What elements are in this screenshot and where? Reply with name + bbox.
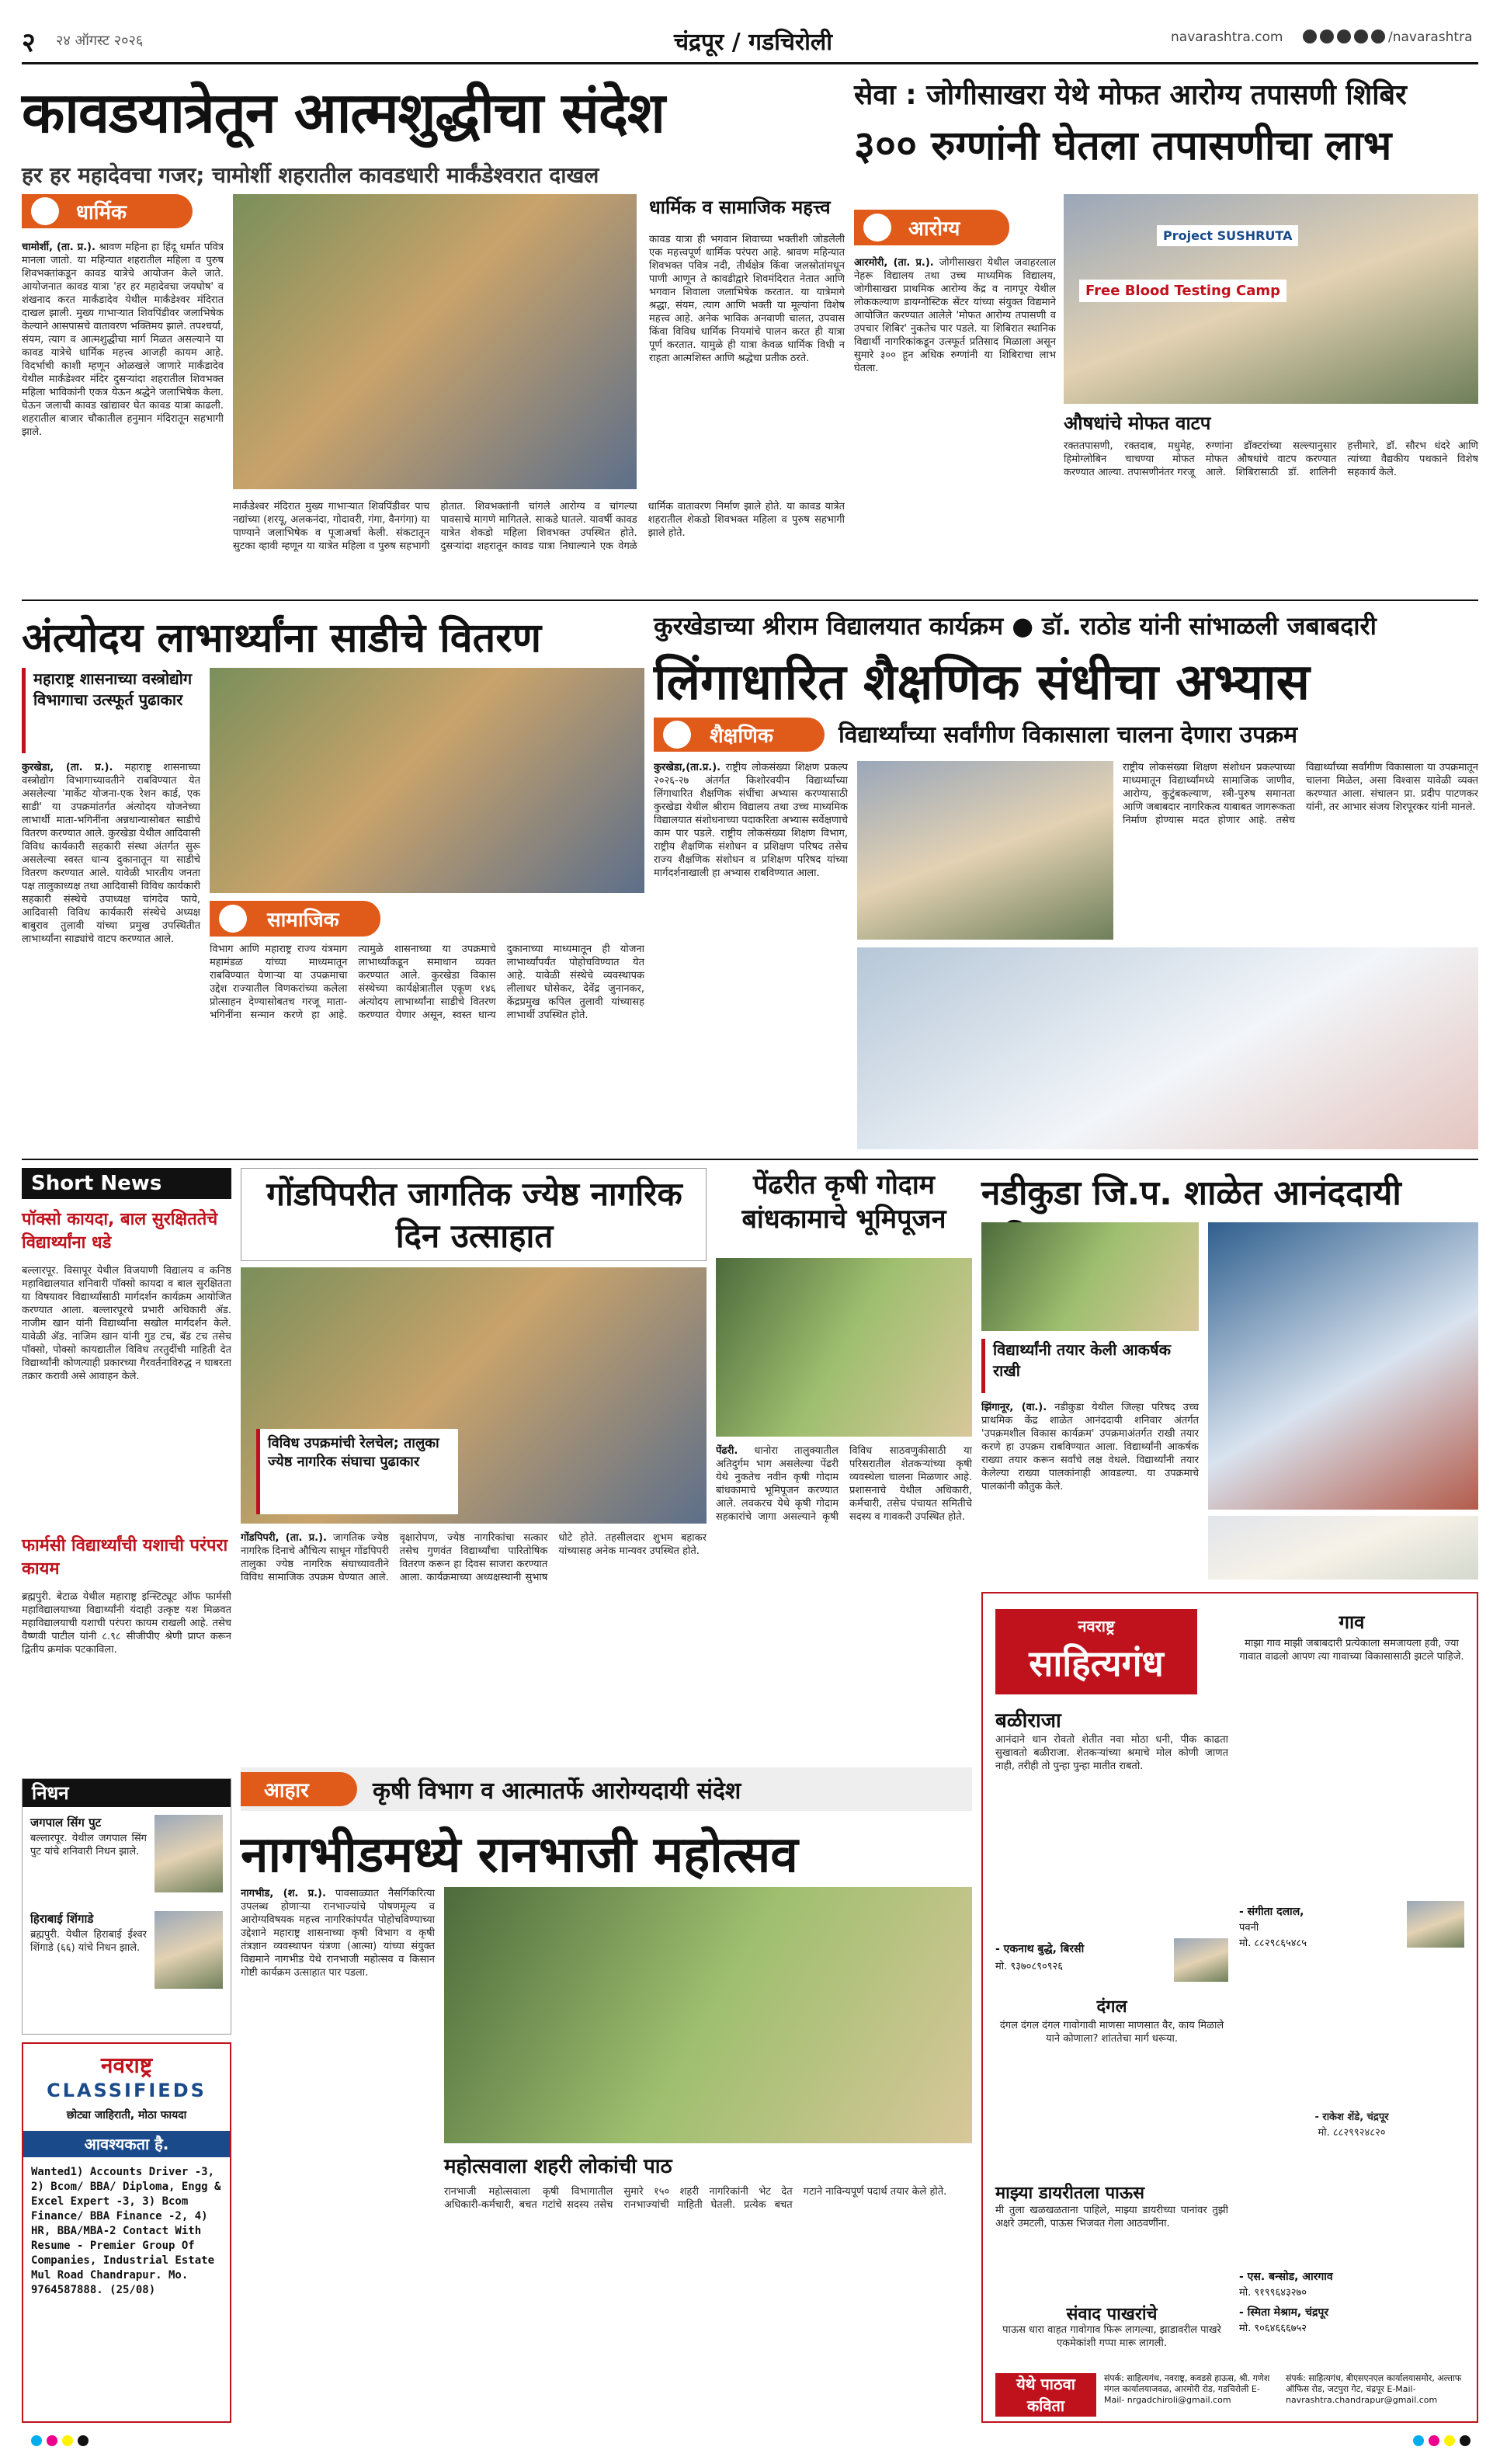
literary-box (981, 1592, 1478, 2423)
poem2-author: - संगीता दलाल, (1239, 1906, 1304, 1918)
camp-banner: Free Blood Testing Camp (1079, 280, 1286, 302)
story1-photo (233, 194, 637, 489)
classifieds-brand: नवराष्ट्र (100, 2052, 153, 2078)
cyan-dot-icon (1413, 2435, 1424, 2446)
story7-dateline: झिंगानूर, (वा.). (981, 1402, 1047, 1413)
story1-body (22, 241, 224, 590)
issue-date: २४ ऑगस्ट २०२६ (56, 33, 144, 49)
story5-body (241, 1531, 707, 1757)
poem5-author: - स्मिता मेश्राम, चंद्रपूर (1239, 2306, 1329, 2319)
social-icons (1303, 30, 1385, 43)
pen-icon (663, 721, 691, 749)
story6-photo (716, 1258, 972, 1437)
story8-photo (444, 1887, 972, 2143)
magenta-dot-icon (1429, 2435, 1439, 2446)
story8-caption-body: रानभाजी महोत्सवाला कृषी विभागातील अधिकारी-कर्मचारी, बचत गटांचे सदस्य तसेच सुमारे १५० शहरी नागरिकांनी भेट देत रानभाज्यांची माहिती घेतली. प्रत्येक बचत गटाने नाविन्यपूर्ण पदार्थ तयार केले होते. (444, 2186, 947, 2211)
classifieds-heading: आवश्यकता है. (23, 2131, 230, 2157)
linkedin-icon[interactable] (1371, 30, 1385, 43)
story3-body-continued: विभाग आणि महाराष्ट्र राज्य यंत्रमाग महामंडळ यांच्या माध्यमातून राबविण्यात येणाऱ्या या उपक्रमाचा उद्देश राज्यातील विणकरांच्या कलेला प्रोत्साहन देण्यासोबतच गरजू माता-भगिनींना सन्मान करणे हा आहे. त्यामुळे शासनाच्या या उपक्रमाचे लाभार्थ्यांकडून समाधान व्यक्त करण्यात आले. कुरखेडा विकास संस्थेच्या कार्यक्षेत्रातील एकूण १४६ अंत्योदय लाभार्थ्यांना साडीचे वितरण करण्यात येणार असून, स्वस्त धान्य दुकानाच्या माध्यमातून ही योजना लाभार्थ्यांपर्यंत पोहोचविण्यात येत आहे. यावेळी संस्थेचे व्यवस्थापक लीलाधर घोसेकर, देवेंद्र जुनानकर, केंद्रप्रमुख कपिल तुलावी यांच्यासह लाभार्थी उपस्थित होते. (210, 944, 644, 1021)
story8-kicker-bar (241, 1767, 972, 1811)
x-icon[interactable] (1337, 30, 1351, 43)
poem1-author: - एकनाथ बुद्धे, बिरसी (995, 1943, 1085, 1955)
story8-tag: आहार (241, 1772, 357, 1806)
story4-subhead: विद्यार्थ्यांच्या सर्वांगीण विकासाला चालना देणारा उपक्रम (839, 721, 1298, 749)
story8-body (241, 1887, 435, 2423)
poem1-title: बळीराजा (995, 1709, 1061, 1732)
short-news-item2-title: फार्मसी विद्यार्थ्यांची यशाची परंपरा कायम (22, 1536, 228, 1579)
poem4-mobile: मो. ९१९९६४३२७० (1239, 2287, 1307, 2299)
story7-column-shade (1208, 1516, 1478, 1580)
story1-headline: कावडयात्रेतून आत्मशुद्धीचा संदेश (22, 80, 665, 145)
camp-banner-project: Project SUSHRUTA (1157, 225, 1298, 246)
story4-tag-label: शैक्षणिक (710, 725, 773, 748)
story8-dateline: नागभीड, (श. प्र.). (241, 1888, 326, 1899)
story1-dateline: चामोर्शी, (ता. प्र.). (22, 242, 95, 253)
literary-contact-chandrapur: संपर्क: साहित्यगंध, बीएसएनएल कार्यालयासमोर, अल्ताफ ऑफिस रोड, जटपुरा गेट, चंद्रपूर E-Mail-navrashtra.chandrapur@gmail.com (1286, 2373, 1462, 2405)
story3-dateline: कुरखेडा, (ता. प्र.). (22, 762, 113, 773)
story3-headline: अंत्योदय लाभार्थ्यांना साडीचे वितरण (22, 615, 542, 662)
poem5-text: पाऊस धारा वाहत गावोगाव फिरू लागल्या, झाडावरील पाखरे एकमेकांशी गप्पा मारू लागली. (1002, 2324, 1221, 2349)
yellow-dot-icon (1444, 2435, 1455, 2446)
story2-tag (854, 210, 1009, 245)
story4-tag (654, 718, 825, 752)
story8-headline: नागभीडमध्ये रानभाजी महोत्सव (241, 1826, 798, 1884)
registration-marks-right (1413, 2435, 1470, 2446)
poem2-mobile: मो. ८८२९८६५४८५ (1239, 1937, 1307, 1949)
poem1-text: आनंदाने धान रोवतो शेतीत नवा मोठा धनी, पीक काढता सुखावतो बळीराजा. शेतकऱ्यांच्या श्रमाचे मोल कोणी जाणत नाही, तरीही तो पुन्हा पुन्हा मातीत राबतो. (995, 1734, 1228, 1772)
story8-body-text: पावसाळ्यात नैसर्गिकरित्या उपलब्ध होणाऱ्या रानभाज्यांचे पोषणमूल्य व आरोग्यविषयक महत्त्व नागरिकांपर्यंत पोहोचविण्याच्या उद्देशाने महाराष्ट्र शासनाच्या कृषी विभाग व कृषी तंत्रज्ञान व्यवस्थापन यंत्रणा (आत्मा) यांच्या संयुक्त विद्यमाने नागभीड येथे रानभाजी महोत्सव व किसान गोष्टी कार्यक्रम उत्साहात पार पडला. (241, 1888, 435, 1979)
poem1-author-photo (1174, 1938, 1228, 1982)
story1-subhead: हर हर महादेवचा गजर; चामोर्शी शहरातील कावडधारी मार्कंडेश्वरात दाखल (22, 162, 599, 188)
poem4-text: मी तुला खळखळताना पाहिले, माझ्या डायरीच्या पानांवर तुझी अक्षरे उमटली, पाऊस भिजवत गेला आठवणींना. (995, 2205, 1228, 2229)
story4-headline: लिंगाधारित शैक्षणिक संधीचा अभ्यास (654, 654, 1310, 711)
short-news-item1-title: पॉक्सो कायदा, बाल सुरक्षिततेचे विद्यार्थ्यांना धडे (22, 1210, 218, 1253)
story8-kicker: कृषी विभाग व आत्मातर्फे आरोग्यदायी संदेश (373, 1778, 741, 1805)
cyan-dot-icon (31, 2435, 42, 2446)
story5-head-box (241, 1168, 707, 1261)
black-dot-icon (78, 2435, 89, 2446)
obituary-title: निधन (23, 1779, 231, 1807)
story2-kicker: सेवा : जोगीसाखरा येथे मोफत आरोग्य तपासणी शिबिर (854, 79, 1407, 111)
obituary-p2-name: हिराबाई शिंगाडे (30, 1912, 94, 1926)
story4-dateline: कुरखेडा,(ता.प्र.). (654, 762, 721, 773)
site-url[interactable]: navarashtra.com (1171, 30, 1283, 45)
story3-tag (210, 901, 380, 937)
poem4-title: माझ्या डायरीतला पाऊस (995, 2184, 1144, 2203)
social-handle[interactable]: /navarashtra (1388, 30, 1473, 45)
poem2-author-photo (1407, 1901, 1464, 1948)
story7-photo (1208, 1222, 1478, 1510)
divider-2 (22, 1159, 1478, 1160)
story4-body-text: राष्ट्रीय लोकसंख्या शिक्षण प्रकल्प २०२६-२७ अंतर्गत किशोरवयीन विद्यार्थ्यांच्या लिंगाधारित शैक्षणिक संधींचा अभ्यास करण्यासाठी कुरखेडा येथील श्रीराम विद्यालय तथा उच्च माध्यमिक विद्यालयात संशोधनाच्या पदाकरिता अभ्यास सर्वेक्षणाचे काम पार पडले. राष्ट्रीय लोकसंख्या शिक्षण विभाग, राष्ट्रीय शैक्षणिक संशोधन व प्रशिक्षण परिषद तसेच राज्य शैक्षणिक संशोधन व प्रशिक्षण परिषद यांच्या मार्गदर्शनाखाली हा अभ्यास राबविण्यात आला. (654, 762, 848, 879)
obituary-p1-text: बल्लारपूर. येथील जगपाल सिंग पुट यांचे शनिवारी निधन झाले. (30, 1833, 147, 1858)
classifieds-ad: Wanted1) Accounts Driver -3, 2) Bcom/ BBA/ Diploma, Engg & Excel Expert -3, 3) Bcom Finance/ BBA Finance -2, 4) HR, BBA/MBA-2 Contact With Resume - Premier Group Of Companies, Industrial Estate Mul Road Chandrapur. Mo. 9764587888. (25/08) (31, 2166, 221, 2296)
stethoscope-icon (863, 214, 891, 242)
poem3-title: दंगल (1096, 1997, 1127, 2017)
story5-body-text: जागतिक ज्येष्ठ नागरिक दिनाचे औचित्य साधून गोंडपिपरी तालुका ज्येष्ठ नागरिक संघाच्यावतीने विविध सामाजिक उपक्रम घेण्यात आले. वृक्षारोपण, ज्येष्ठ नागरिकांचा सत्कार तसेच गुणवंत विद्यार्थ्यांचा पारितोषिक वितरण करून हा दिवस साजरा करण्यात आला. कार्यक्रमाच्या अध्यक्षस्थानी सुभाष धोटे होते. तहसीलदार शुभम बहाकर यांच्यासह अनेक मान्यवर उपस्थित होते. (241, 1532, 707, 1583)
story4-body (654, 761, 848, 1149)
short-news-item1-body: बल्लारपूर. विसापूर येथील विजयाणी विद्यालय व कनिष्ठ महाविद्यालयात शनिवारी पॉक्सो कायदा व बाल सुरक्षितता या विषयावर विद्यार्थ्यांसाठी मार्गदर्शन कार्यक्रम आयोजित करण्यात आला. बल्लारपूरचे प्रभारी अधिकारी ॲड. नाजीम खान यांनी विद्यार्थ्यांना सखोल मार्गदर्शन केले. यावेळी ॲड. नाजिम खान यांनी गुड टच, बॅड टच तसेच पॉक्सो, पोक्सो कायद्यातील विविध तरतुदींची माहिती देत विद्यार्थ्यांनी कोणत्याही प्रकारच्या गैरवर्तनाविरुद्ध न घाबरता तक्रार करावी असे आवाहन केले. (22, 1265, 231, 1382)
literary-title: साहित्यगंध (1029, 1642, 1164, 1684)
short-news-item2-body: ब्रह्मपुरी. बेटाळ येथील महाराष्ट्र इन्स्टिट्यूट ऑफ फार्मसी महाविद्यालयाच्या विद्यार्थ्यांनी यंदाही उत्कृष्ट यश मिळवत महाविद्यालयाची यशाची परंपरा कायम राखली आहे. तसेच वैष्णवी पाटील यांनी ८.९८ सीजीपीए श्रेणी प्राप्त करून द्वितीय क्रमांक पटकाविला. (22, 1591, 231, 1656)
poem3-text-continued (1239, 1994, 1464, 2149)
poem5-mobile: मो. ९०६४६६६७५२ (1239, 2323, 1307, 2334)
story2-dateline: आरमोरी, (ता. प्र.). (854, 257, 934, 269)
short-news-label: Short News (22, 1168, 231, 1199)
story2-photo (1064, 194, 1478, 404)
classifieds-tagline: छोट्या जाहिराती, मोठा फायदा (66, 2109, 187, 2122)
story3-side-title: महाराष्ट्र शासनाच्या वस्त्रोद्योग विभागाचा उत्स्फूर्त पुढाकार (22, 668, 200, 753)
classifieds-title: CLASSIFIEDS (47, 2080, 207, 2101)
poem3-author: - राकेश शेंडे, चंद्रपूर (1314, 2111, 1389, 2123)
story4-kicker: कुरखेडाच्या श्रीराम विद्यालयात कार्यक्रम ● डॉ. राठोड यांनी सांभाळली जबाबदारी (654, 611, 1377, 641)
story1-tag-label: धार्मिक (76, 201, 127, 224)
poem5-title: संवाद पाखरांचे (1066, 2305, 1158, 2324)
story1-tag (22, 194, 193, 228)
emblem-icon (219, 905, 247, 933)
story5-side-title: विविध उपक्रमांची रेलचेल; तालुका ज्येष्ठ नागरिक संघाचा पुढाकार (256, 1429, 458, 1514)
poem1-mobile: मो. ९३७०८९०९२६ (995, 1961, 1064, 1972)
poem3-text: दंगल दंगल दंगल गावोगावी माणसा माणसात वैर, काय मिळाले याने कोणाला? शांततेचा मार्ग धरूया. (999, 2020, 1224, 2045)
obituary-box (22, 1778, 231, 2035)
story7-headline: नडीकुडा जि.प. शाळेत आनंददायी (981, 1173, 1401, 1213)
story2-sub-body: रक्ततपासणी, रक्तदाब, मधुमेह, हिमोग्लोबिन चाचण्या मोफत करण्यात आल्या. तपासणीनंतर गरजू रुग्णांना डॉक्टरांच्या सल्ल्यानुसार मोफत औषधांचे वाटप करण्यात आले. शिबिरासाठी डॉ. शालिनी हत्तीमारे, डॉ. सौरभ धंदरे आणि त्यांच्या वैद्यकीय पथकाने विशेष सहकार्य केले. (1064, 440, 1478, 478)
story2-body (854, 256, 1056, 590)
story4-intro: राष्ट्रीय लोकसंख्या शिक्षण संशोधन प्रकल्पाच्या माध्यमातून विद्यार्थ्यांमध्ये सामाजिक जाणीव, आरोग्य, कुटुंबकल्याण, स्त्री-पुरुष समानता आणि जबाबदार नागरिकत्व याबाबत जागरूकता निर्माण होण्यास मदत होणार आहे. तसेच विद्यार्थ्यांच्या सर्वांगीण विकासाला या उपक्रमातून चालना मिळेल, असा विश्वास यावेळी व्यक्त करण्यात आला. संचालन प्रा. प्रदीप पाटणकर यांनी, तर आभार संजय शिरपूरकर यांनी मानले. (1123, 762, 1478, 826)
page-number: २ (22, 27, 36, 58)
story7-body-text: नडीकुडा येथील जिल्हा परिषद उच्च प्राथमिक केंद्र शाळेत आनंददायी शनिवार अंतर्गत 'उपक्रमशील विकास कार्यक्रम' उपक्रमाअंतर्गत राखी तयार करणे हा उपक्रम राबविण्यात आला. विद्यार्थ्यांनी आकर्षक राख्या तयार करून सर्वांचे लक्ष वेधले. विद्यार्थ्यांनी तयार केलेल्या राख्या पालकांनाही आवडल्या. या उपक्रमाचे पालकांनी कौतुक केले. (981, 1402, 1199, 1493)
story2-body-text: जोगीसाखरा येथील जवाहरलाल नेहरू विद्यालय तथा उच्च माध्यमिक विद्यालय, जोगीसाखरा प्राथमिक आरोग्य केंद्र व नागपूर येथील लोककल्याण डायग्नोस्टिक सेंटर यांच्या संयुक्त विद्यमाने आयोजित करण्यात आलेले 'मोफत आरोग्य तपासणी व उपचार शिबिर' नुकतेच पार पडले. या शिबिरात स्थानिक विद्यार्थी नागरिकांकडून उत्स्फूर्त प्रतिसाद मिळाला असून सुमारे ३०० हून अधिक रुग्णांनी या शिबिराचा लाभ घेतला. (854, 257, 1056, 374)
literary-masthead (995, 1609, 1197, 1694)
masthead (22, 20, 1478, 65)
section-title: चंद्रपूर / गडचिरोली (674, 29, 833, 56)
obituary-p1-photo (155, 1815, 223, 1892)
story3-body-text: महाराष्ट्र शासनाच्या वस्त्रोद्योग विभागाच्यावतीने राबविण्यात येत असलेल्या 'मार्केट योजना-एक रेशन कार्ड, एक साडी' या उपक्रमांतर्गत अंत्योदय योजनेच्या लाभार्थी माता-भगिनींना अन्नधान्यासोबत साडीचे वितरण करण्यात आले. कुरखेडा येथील आदिवासी विविध कार्यकारी सहकारी संस्था अंतर्गत सुरू असलेल्या स्वस्त धान्य दुकानातून या साडीचे वितरण करण्यात आले. यावेळी भारतीय जनता पक्ष तालुकाध्यक्ष तथा आदिवासी विविध कार्यकारी सहकारी संस्थेचे उपाध्यक्ष चांगदेव फाये, आदिवासी विविध कार्यकारी संस्थेचे अध्यक्ष बाबुराव तुलावी यांच्या प्रमुख उपस्थितीत लाभार्थ्यांना साड्यांचे वाटप करण्यात आले. (22, 762, 200, 945)
submit-poem-cta[interactable]: येथे पाठवा कविता (995, 2373, 1096, 2417)
story6-headline: पेंढरीत कृषी गोदाम बांधकामाचे भूमिपूजन (741, 1169, 946, 1235)
facebook-icon[interactable] (1303, 30, 1317, 43)
magenta-dot-icon (47, 2435, 57, 2446)
poem4-author: - एस. बन्सोड, आरगाव (1239, 2271, 1333, 2283)
story5-dateline: गोंडपिपरी, (ता. प्र.). (241, 1532, 327, 1544)
story2-headline: ३०० रुग्णांनी घेतला तपासणीचा लाभ (854, 123, 1392, 169)
poem2-place: पवनी (1239, 1922, 1259, 1934)
story3-photo (210, 668, 644, 893)
story4-photo (857, 761, 1113, 940)
namaste-icon (31, 197, 59, 225)
poem2-title: गाव (1339, 1611, 1365, 1633)
story7-photo-small (981, 1222, 1199, 1331)
story4-column-shade (857, 947, 1478, 1149)
obituary-p2-text: ब्रह्मपुरी. येथील हिराबाई ईश्वर शिंगाडे (६६) यांचे निधन झाले. (30, 1929, 147, 1954)
obituary-p1-name: जगपाल सिंग पुट (30, 1816, 102, 1830)
story1-box-body: कावड यात्रा ही भगवान शिवाच्या भक्तीशी जोडलेली एक महत्त्वपूर्ण धार्मिक परंपरा आहे. श्रावण महिन्यात शिवभक्त पवित्र नदी, तीर्थक्षेत्र किंवा जलस्रोतांमधून पाणी आणून ते कावडीद्वारे शिवमंदिरात नेतात आणि भगवान शिवाला जलाभिषेक करतात. या यात्रेमागे श्रद्धा, संयम, त्याग आणि भक्ती या मूल्यांना विशेष महत्त्व आहे. अनेक भाविक अनवाणी चालत, उपवास किंवा विविध धार्मिक नियमांचे पालन करत ही यात्रा पूर्ण करतात. यामुळे ही यात्रा केवळ धार्मिक विधी न राहता आत्मशिस्त आणि श्रद्धेचा प्रतीक ठरते. (649, 234, 845, 364)
registration-marks-left (31, 2435, 89, 2446)
obituary-p2-photo (155, 1911, 223, 1989)
story3-tag-label: सामाजिक (267, 909, 339, 932)
divider-1 (22, 599, 1478, 601)
instagram-icon[interactable] (1320, 30, 1334, 43)
story7-body (981, 1401, 1199, 1580)
literary-brand: नवराष्ट्र (1078, 1617, 1115, 1635)
story2-subtitle: औषधांचे मोफत वाटप (1064, 412, 1211, 434)
story1-box-title: धार्मिक व सामाजिक महत्त्व (649, 196, 831, 218)
black-dot-icon (1460, 2435, 1470, 2446)
story8-photo-caption: महोत्सवाला शहरी लोकांची पाठ (444, 2155, 672, 2178)
youtube-icon[interactable] (1354, 30, 1368, 43)
yellow-dot-icon (62, 2435, 73, 2446)
story1-body-text: श्रावण महिना हा हिंदू धर्मात पवित्र मानला जातो. या महिन्यात शहरातील महिला व पुरुष शिवभक्तांकडून कावड यात्रेचे आयोजन केले जाते. आयोजनात कावड यात्रा 'हर हर महादेवचा जयघोष' व शंखनाद करत मार्कंडादेव येथील मार्कंडेश्वर मंदिरात दाखल झाली. मुख्य गाभाऱ्यात शिवपिंडीवर जलाभिषेक केल्याने आसपासचे वातावरण भक्तिमय झाले. तपश्चर्या, संयम, त्याग व आत्मशुद्धीचा मार्ग मिळत असल्याने या कावड यात्रेचे धार्मिक महत्त्व आजही कायम आहे. विदर्भाची काशी म्हणून ओळखले जाणारे मार्कंडादेव येथील मार्कंडेश्वर मंदिर दुसऱ्यांदा शहरातील शिवभक्त महिला भाविकांनी एकत्र येऊन श्रद्धेने जलाभिषेक केला. घेऊन जलाची कावड खांद्यावर घेत कावड यात्रा काढली. शहरातील बाजार चौकातील हनुमान मंदिरातून सहभागी झाले. (22, 242, 224, 438)
poem2-text: माझा गाव माझी जबाबदारी प्रत्येकाला समजायला हवी, ज्या गावात वाढलो आपण त्या गावाच्या विकासासाठी झटले पाहिजे. (1239, 1638, 1464, 1663)
poem3-mobile: मो. ८८२९९२४८२० (1318, 2127, 1386, 2139)
literary-contact-gadchiroli: संपर्क: साहित्यगंध, नवराष्ट्र, कवडसे हाऊस, श्री. गणेश मंगल कार्यालयाजवळ, आरमोरी रोड, गडचिरोली E-Mail- nrgadchiroli@gmail.com (1104, 2373, 1270, 2405)
story7-side-title: विद्यार्थ्यांनी तयार केली आकर्षक राखी (981, 1339, 1199, 1393)
story6-dateline: पेंढरी. (716, 1445, 738, 1457)
story5-headline: गोंडपिपरीत जागतिक ज्येष्ठ नागरिक दिन उत्साहात (266, 1175, 682, 1255)
story6-body-text: धानोरा तालुक्यातील अतिदुर्गम भाग असलेल्या पेंढरी येथे नुकतेच नवीन कृषी गोदाम बांधकामाचे भूमिपूजन करण्यात आले. लवकरच येथे कृषी गोदाम सहकारांचे जागा असल्याने कृषी विविध साठवणुकीसाठी या परिसरातील शेतकऱ्यांच्या कृषी व्यवस्थेला चालना मिळणार आहे. प्रशासनाचे येथील अधिकारी, कर्मचारी, तसेच पंचायत समितीचे सदस्य व गावकरी उपस्थित होते. (716, 1445, 972, 1523)
classifieds-box (22, 2042, 231, 2423)
story2-tag-label: आरोग्य (908, 217, 960, 241)
masthead-rule (22, 62, 1478, 64)
story3-body (22, 761, 200, 1149)
story1-body-continued: मार्कंडेश्वर मंदिरात मुख्य गाभाऱ्यात शिवपिंडीवर पाच नद्यांच्या (शरयू, अलकनंदा, गोदावरी, गंगा, वैनगंगा) या पाण्याने जलाभिषेक व पूजाअर्चा केली. संकटातून सुटका व्हावी म्हणून या यात्रेत महिला व पुरुष सहभागी होतात. शिवभक्तांनी चांगले आरोग्य व चांगल्या पावसाचे मागणे मागितले. साकडे घातले. यावर्षी कावड यात्रेत शेकडो महिला शिवभक्त उपस्थित होते. दुसऱ्यांदा शहरातून कावड यात्रा निघाल्याने एक वेगळे धार्मिक वातावरण निर्माण झाले होते. या कावड यात्रेत शहरातील शेकडो शिवभक्त महिला व पुरुष सहभागी झाले होते. (233, 501, 845, 552)
story6-body (716, 1444, 972, 1757)
